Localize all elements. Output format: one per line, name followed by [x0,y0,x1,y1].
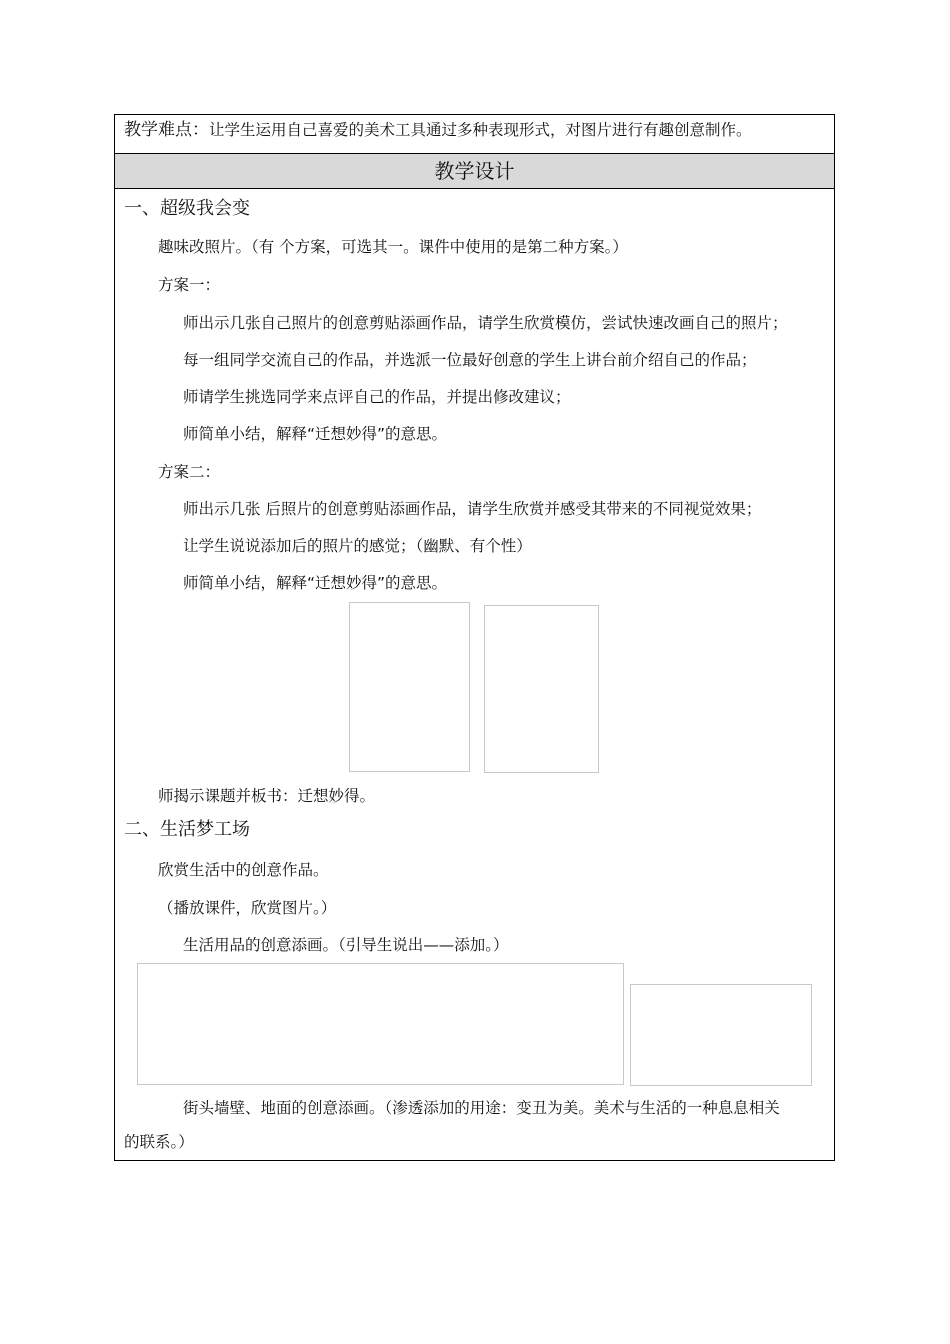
teaching-difficulty-row [115,115,834,154]
plan1-step: 师出示几张自己照片的创意剪贴添画作品，请学生欣赏模仿，尝试快速改画自己的照片； [183,314,788,332]
plan1-step: 师请学生挑选同学来点评自己的作品，并提出修改建议； [183,388,571,406]
plan2-step: 师出示几张 后照片的创意剪贴添画作品，请学生欣赏并感受其带来的不同视觉效果； [183,500,762,518]
reveal-topic-text: 师揭示课题并板书：迁想妙得。 [158,787,376,805]
section2-title: 二、生活梦工场 [124,819,250,840]
teaching-difficulty-text: 让学生运用自己喜爱的美术工具通过多种表现形式，对图片进行有趣创意制作。 [209,121,752,139]
teaching-design-header: 教学设计 [115,154,834,189]
plan1-step: 每一组同学交流自己的作品，并选派一位最好创意的学生上讲台前介绍自己的作品； [183,351,757,369]
lesson-plan-table [114,114,835,1161]
section2-line: 欣赏生活中的创意作品。 [158,861,329,879]
section2-line: 生活用品的创意添画。（引导生说出——添加。） [183,936,509,954]
section2-line: 街头墙壁、地面的创意添画。（渗透添加的用途：变丑为美。美术与生活的一种息息相关 [183,1099,780,1117]
plan2-step: 让学生说说添加后的照片的感觉；（幽默、有个性） [183,537,532,555]
daily-items-image [137,963,624,1085]
section2-line: （播放课件，欣赏图片。） [158,899,337,917]
section1-title: 一、超级我会变 [124,198,250,219]
daily-items-image-small [630,984,812,1086]
photo-before-image [349,602,470,772]
plan2-step: 师简单小结，解释“迁想妙得”的意思。 [183,574,448,592]
plan2-title: 方案二： [158,463,221,481]
section1-intro: 趣味改照片。（有 个方案，可选其一。课件中使用的是第二种方案。） [158,238,628,256]
plan1-title: 方案一： [158,276,221,294]
teaching-difficulty-label: 教学难点： [124,120,209,140]
plan1-step: 师简单小结，解释“迁想妙得”的意思。 [183,425,448,443]
section2-line: 的联系。） [124,1133,194,1151]
photo-after-image [484,605,599,773]
